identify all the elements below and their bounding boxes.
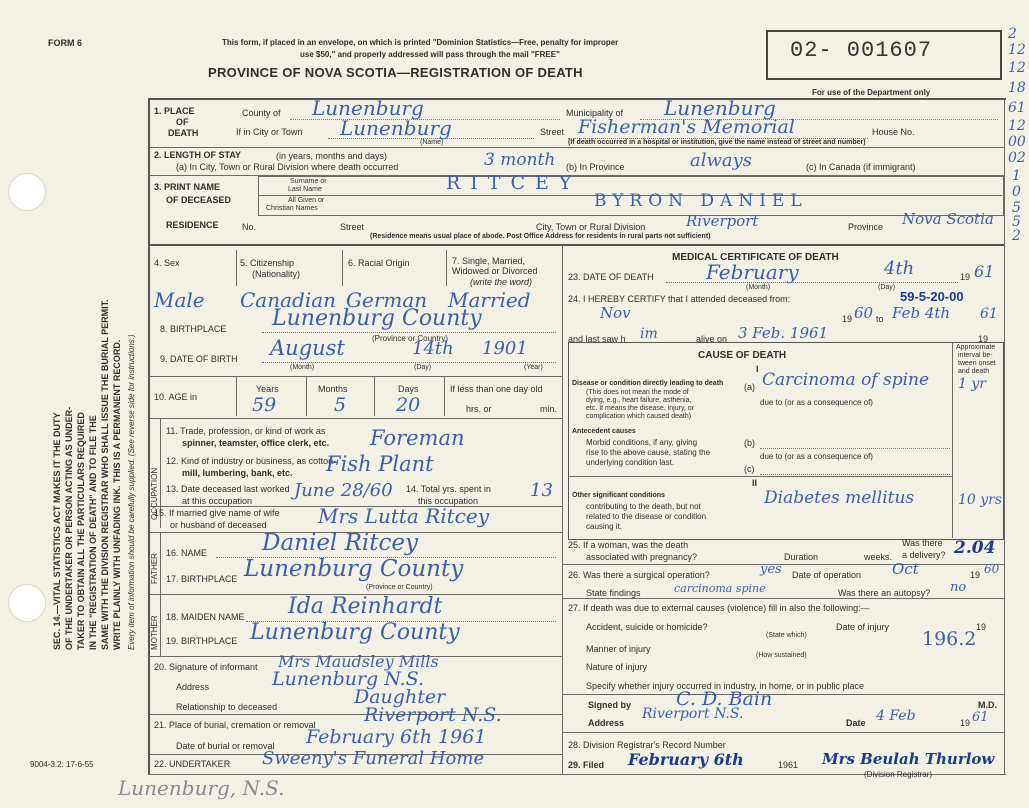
years-spent-value: 13 <box>530 480 553 501</box>
margin-code-2: 12 <box>1008 42 1026 58</box>
age-bottom <box>148 418 562 419</box>
dod-year-prefix: 19 <box>960 272 971 282</box>
residence-city-label: City, Town or Rural Division <box>536 222 646 232</box>
spouse-value: Mrs Lutta Ritcey <box>318 504 490 528</box>
other-interval: 10 yrs <box>958 492 1003 508</box>
surname-value: RITCEY <box>446 172 582 194</box>
q26-bottom <box>562 598 1004 599</box>
state-which: (State which) <box>766 632 807 639</box>
last-worked-label-1: 13. Date deceased last worked <box>166 484 290 494</box>
cell-divider-2 <box>342 250 343 286</box>
interval-label-1: Approximate <box>956 344 996 351</box>
interval-divider <box>952 342 953 538</box>
residence-label: RESIDENCE <box>166 220 219 230</box>
certify-code: 59-5-20-00 <box>900 289 964 304</box>
cause-a-interval: 1 yr <box>958 376 986 392</box>
q25-bottom <box>562 564 1004 565</box>
attended-to-year: 61 <box>980 306 998 322</box>
cause-c-label: (c) <box>744 464 755 474</box>
city-label: If in City or Town <box>236 127 303 137</box>
dob-year-caption: (Year) <box>524 364 543 371</box>
burial-place-value: Riverport N.S. <box>364 704 502 726</box>
margin-code-12: 5 <box>1012 214 1021 230</box>
registration-number: 02- 001607 <box>790 38 933 63</box>
med-address-value: Riverport N.S. <box>642 706 744 722</box>
cause-a-label: (a) <box>744 382 755 392</box>
sex-value: Male <box>154 288 205 312</box>
direct-label-3: dying, e.g., heart failure, asthenia, <box>586 397 692 404</box>
dob-day-caption: (Day) <box>414 364 432 371</box>
informant-address-label: Address <box>176 682 210 692</box>
age-note: If less than one day old <box>450 384 543 394</box>
dob-year: 1901 <box>482 338 528 359</box>
city-value: Lunenburg <box>340 116 452 140</box>
informant-address-value: Lunenburg N.S. <box>272 668 425 690</box>
mother-side-label: MOTHER <box>150 615 159 650</box>
alive-label: alive on <box>696 334 728 344</box>
age-years: 59 <box>252 394 277 416</box>
med-date-year: 19 <box>960 718 971 728</box>
mother-bp-value: Lunenburg County <box>250 620 460 645</box>
dob-month: August <box>270 336 345 360</box>
punch-hole-bottom <box>8 584 46 622</box>
margin-code-5: 61 <box>1008 100 1026 116</box>
residence-no-label: No. <box>242 222 257 232</box>
margin-code-1: 2 <box>1008 26 1017 42</box>
dod-month-caption: (Month) <box>746 284 771 291</box>
signed-value: C. D. Bain <box>676 688 773 710</box>
side-note-line-2: OF THE UNDERTAKER OR PERSON ACTING AS UNDER- <box>64 406 74 650</box>
mother-name-value: Ida Reinhardt <box>288 594 443 619</box>
min-label: min. <box>540 404 558 414</box>
side-note-line-7: Every item of information should be carefully supplied. (See reverse side for instructions.) <box>127 334 136 650</box>
stay-a-value: 3 month <box>484 150 556 170</box>
attended-year-prefix: 19 <box>842 314 853 324</box>
duration-label: Duration <box>784 552 819 562</box>
dod-label: 23. DATE OF DEATH <box>568 272 654 282</box>
md-label: M.D. <box>978 700 997 710</box>
antecedent-label-2: Morbid conditions, if any, giving <box>586 438 698 447</box>
stay-a-label: (a) In City, Town or Rural Division where death occurred <box>176 162 399 172</box>
other-value: Diabetes mellitus <box>764 488 915 508</box>
certify-label: 24. I HEREBY CERTIFY that I attended deceased from: <box>568 294 791 304</box>
part-2-divider <box>568 476 952 477</box>
residence-city-value: Riverport <box>686 212 759 230</box>
surname-label-1: Surname or <box>290 178 327 185</box>
bottom-note: Lunenburg, N.S. <box>118 776 285 800</box>
stay-c-label: (c) In Canada (if immigrant) <box>806 162 916 172</box>
undertaker-value: Sweeny's Funeral Home <box>262 748 485 769</box>
dod-month: February <box>706 260 799 284</box>
age-divider-3 <box>374 376 375 416</box>
autopsy-label: Was there an autopsy? <box>838 588 931 598</box>
county-label: County of <box>242 108 281 118</box>
punch-hole-top <box>8 173 46 211</box>
cell-divider-1 <box>236 250 237 286</box>
trade-label-1: 11. Trade, profession, or kind of work as <box>166 426 326 436</box>
industry-label-2: mill, lumbering, bank, etc. <box>182 468 293 478</box>
age-label: 10. AGE in <box>154 392 198 402</box>
residence-province-label: Province <box>848 222 884 232</box>
father-side-label: FATHER <box>150 553 159 584</box>
father-bp-value: Lunenburg County <box>244 556 464 582</box>
last-worked-value: June 28/60 <box>294 480 393 501</box>
age-divider <box>148 376 562 377</box>
place-label-1: 1. PLACE <box>154 106 195 116</box>
surname-label-2: Last Name <box>288 186 322 193</box>
given-value: BYRON DANIEL <box>594 191 808 211</box>
attended-from: Nov <box>600 304 631 322</box>
father-bar <box>160 532 161 594</box>
age-divider-2 <box>306 376 307 416</box>
stay-units: (in years, months and days) <box>276 151 388 161</box>
alive-year-prefix: 19 <box>978 334 989 344</box>
specify-label: Specify whether injury occurred in industry, in home, or in public place <box>586 681 864 691</box>
place-label-2: OF <box>176 117 189 127</box>
margin-code-4: 18 <box>1008 80 1026 96</box>
record-label: 28. Division Registrar's Record Number <box>568 740 726 750</box>
municipality-value: Lunenburg <box>664 96 776 120</box>
part-2: II <box>752 478 758 488</box>
mother-bp-label: 19. BIRTHPLACE <box>166 636 238 646</box>
age-divider-4 <box>444 376 445 416</box>
attended-to-label: to <box>876 314 884 324</box>
antecedent-label-3: rise to the above cause, stating the <box>586 448 711 457</box>
date-op-value: Oct <box>892 560 919 578</box>
father-name-value: Daniel Ritcey <box>262 530 419 556</box>
spouse-label-1: 15. If married give name of wife <box>154 508 280 518</box>
hrs-label: hrs. or <box>466 404 492 414</box>
surgical-value: yes <box>760 562 782 577</box>
marital-value: Married <box>448 288 531 312</box>
house-label: House No. <box>872 127 915 137</box>
street-label: Street <box>540 127 565 137</box>
margin-code-8: 02 <box>1008 150 1026 166</box>
margin-code-6: 12 <box>1008 118 1026 134</box>
age-months: 5 <box>334 394 347 416</box>
side-note-line-3: TAKER TO OBTAIN ALL THE PARTICULARS REQUIRED <box>76 412 86 650</box>
interval-label-3: tween onset <box>958 360 996 367</box>
surgical-label: 26. Was there a surgical operation? <box>568 570 710 580</box>
last-worked-label-2: at this occupation <box>182 496 253 506</box>
side-note-line-1: SEC. 14.—VITAL STATISTICS ACT MAKES IT THE DUTY <box>52 412 62 650</box>
hospital-note: (If death occurred in a hospital or institution, give the name instead of street and number) <box>568 139 866 146</box>
direct-label-5: complication which caused death) <box>586 413 692 420</box>
cause-b-label: (b) <box>744 438 755 448</box>
name-label-2: OF DECEASED <box>166 195 232 205</box>
trade-value: Foreman <box>370 426 465 450</box>
years-spent-label-1: 14. Total yrs. spent in <box>406 484 491 494</box>
med-address-label: Address <box>588 718 625 728</box>
father-bp-caption: (Province or Country) <box>366 584 433 591</box>
burial-date-label: Date of burial or removal <box>176 741 275 751</box>
residence-street-label: Street <box>340 222 365 232</box>
citizenship-label: 5. Citizenship <box>240 258 295 268</box>
other-label-3: related to the disease or condition <box>586 512 707 521</box>
medical-title: MEDICAL CERTIFICATE OF DEATH <box>672 252 839 263</box>
dob-month-caption: (Month) <box>290 364 315 371</box>
attended-year-suffix: 60 <box>854 304 874 322</box>
mother-name-label: 18. MAIDEN NAME <box>166 612 245 622</box>
department-use-label: For use of the Department only <box>812 88 931 97</box>
spouse-label-2: or husband of deceased <box>170 520 267 530</box>
stay-label: 2. LENGTH OF STAY <box>154 150 242 160</box>
external-label: 27. If death was due to external causes (violence) fill in also the following:— <box>568 603 870 613</box>
form-number: FORM 6 <box>48 38 83 48</box>
frame-right <box>1004 98 1005 774</box>
med-date-year-value: 61 <box>972 710 989 725</box>
dod-line <box>666 282 958 283</box>
dob-day: 14th <box>412 338 454 359</box>
date-op-year: 19 <box>970 570 981 580</box>
alive-value: 3 Feb. 1961 <box>738 324 829 342</box>
med-date-label: Date <box>846 718 866 728</box>
dod-day: 4th <box>884 258 915 279</box>
envelope-notice-2: use $50," and properly addressed will pass through the mail "FREE" <box>300 50 560 59</box>
informant-sig-label: 20. Signature of informant <box>154 662 258 672</box>
age-divider-1 <box>236 376 237 416</box>
racial-label: 6. Racial Origin <box>348 258 410 268</box>
street-value: Fisherman's Memorial <box>578 116 795 138</box>
father-bp-label: 17. BIRTHPLACE <box>166 574 238 584</box>
interval-label-4: and death <box>958 368 990 375</box>
manner-label: Manner of injury <box>586 644 651 654</box>
frame-left <box>148 98 150 774</box>
relationship-value: Daughter <box>354 686 446 708</box>
birthplace-label: 8. BIRTHPLACE <box>160 324 227 334</box>
due-to-1: due to (or as a consequence of) <box>760 398 873 407</box>
other-label-4: causing it. <box>586 522 623 531</box>
stay-b-label: (b) In Province <box>566 162 625 172</box>
divider-3 <box>148 244 1004 246</box>
delivery-label-1: Was there <box>902 538 943 548</box>
antecedent-label-1: Antecedent causes <box>572 428 636 435</box>
side-note-line-5: SAME WITH THE DIVISION REGISTRAR WHO SHALL ISSUE THE BURIAL PERMIT. <box>100 299 110 650</box>
delivery-label-2: a delivery? <box>902 550 946 560</box>
registrar-signature: Mrs Beulah Thurlow <box>822 750 995 768</box>
citizenship-sub: (Nationality) <box>252 269 301 279</box>
marital-label-1: 7. Single, Married, <box>452 256 526 266</box>
sex-label: 4. Sex <box>154 258 180 268</box>
last-saw-label: and last saw h <box>568 334 626 344</box>
racial-value: German <box>346 288 428 312</box>
given-label-2: Christian Names <box>266 205 318 212</box>
other-label-1: Other significant conditions <box>572 492 665 499</box>
margin-code-7: 00 <box>1008 134 1026 150</box>
cause-title: CAUSE OF DEATH <box>698 350 787 361</box>
signed-label: Signed by <box>588 700 632 710</box>
cause-b-line <box>760 448 950 449</box>
interval-label-2: interval be- <box>958 352 993 359</box>
side-note-line-4: IN THE "REGISTRATION OF DEATH" AND TO FILE THE <box>88 415 98 650</box>
cell-divider-3 <box>446 250 447 286</box>
birthplace-line <box>262 332 556 333</box>
burial-place-label: 21. Place of burial, cremation or removal <box>154 720 316 730</box>
q27-bottom <box>562 694 1004 695</box>
name-caption: (Name) <box>420 139 444 146</box>
direct-label-2: (This does not mean the mode of <box>586 389 689 396</box>
relationship-label: Relationship to deceased <box>176 702 278 712</box>
filed-year: 1961 <box>778 760 799 770</box>
last-saw-value: im <box>640 326 658 342</box>
delivery-mark: 2.04 <box>954 538 996 558</box>
residence-province-value: Nova Scotia <box>902 210 994 228</box>
father-name-label: 16. NAME <box>166 548 208 558</box>
woman-label-2: associated with pregnancy? <box>586 552 698 562</box>
residence-note: (Residence means usual place of abode. Post Office Address for residents in rural parts not sufficient) <box>370 233 711 240</box>
antecedent-label-4: underlying condition last. <box>586 458 675 467</box>
signature-bottom <box>562 732 1004 733</box>
informant-sig-value: Mrs Maudsley Mills <box>278 652 439 671</box>
date-op-year-value: 60 <box>984 562 1000 576</box>
occupation-side-label: OCCUPATION <box>150 467 159 520</box>
registrar-caption: (Division Registrar) <box>864 770 933 779</box>
attended-to: Feb 4th <box>892 304 951 322</box>
burial-date-value: February 6th 1961 <box>306 726 487 748</box>
dob-line <box>262 362 556 363</box>
woman-label-1: 25. If a woman, was the death <box>568 540 689 550</box>
manner-code: 196.2 <box>922 628 977 650</box>
document-title: PROVINCE OF NOVA SCOTIA—REGISTRATION OF DEATH <box>208 65 583 80</box>
birthplace-caption: (Province or Country) <box>372 334 449 343</box>
direct-label-1: Disease or condition directly leading to death <box>572 380 724 387</box>
findings-value: carcinoma spine <box>674 582 766 595</box>
given-label-1: All Given or <box>288 197 325 204</box>
undertaker-label: 22. UNDERTAKER <box>154 759 231 769</box>
municipality-label: Municipality of <box>566 108 624 118</box>
divider-1 <box>148 147 1004 148</box>
years-spent-label-2: this occupation <box>418 496 479 506</box>
date-injury-label: Date of injury <box>836 622 890 632</box>
dob-label: 9. DATE OF BIRTH <box>160 354 238 364</box>
margin-code-13: 2 <box>1012 228 1021 244</box>
margin-code-9: 1 <box>1012 168 1021 184</box>
direct-label-4: etc. It means the disease, injury, or <box>586 405 695 412</box>
part-1: I <box>756 364 759 374</box>
trade-label-2: spinner, teamster, office clerk, etc. <box>182 438 330 448</box>
county-value: Lunenburg <box>312 96 424 120</box>
side-note-line-6: WRITE PLAINLY WITH UNFADING INK. THIS IS A PERMANENT RECORD. <box>112 339 122 650</box>
name-label-1: 3. PRINT NAME <box>154 182 221 192</box>
stay-b-value: always <box>690 150 753 171</box>
margin-code-11: 5 <box>1012 200 1021 216</box>
due-to-2: due to (or as a consequence of) <box>760 452 873 461</box>
birthplace-value: Lunenburg County <box>272 306 482 331</box>
industry-value: Fish Plant <box>326 452 434 476</box>
frame-top <box>148 98 1006 100</box>
dod-year: 61 <box>974 262 995 281</box>
accident-label: Accident, suicide or homicide? <box>586 622 708 632</box>
filed-label: 29. Filed <box>568 760 605 770</box>
place-label-3: DEATH <box>168 128 199 138</box>
years-label: Years <box>256 384 279 394</box>
date-op-label: Date of operation <box>792 570 862 580</box>
margin-code-10: 0 <box>1012 184 1021 200</box>
form-code: 9004-3.2: 17-6-55 <box>30 760 94 769</box>
margin-code-3: 12 <box>1008 60 1026 76</box>
other-label-2: contributing to the death, but not <box>586 502 701 511</box>
months-label: Months <box>318 384 348 394</box>
dod-day-caption: (Day) <box>878 284 896 291</box>
mother-bar <box>160 594 161 656</box>
envelope-notice-1: This form, if placed in an envelope, on which is printed "Dominion Statistics—Free, penalty for improper <box>222 38 619 47</box>
filed-value: February 6th <box>628 750 744 769</box>
weeks-label: weeks. <box>864 552 893 562</box>
cause-c-line <box>760 474 950 475</box>
how-sustained: (How sustained) <box>756 652 807 659</box>
findings-label: State findings <box>586 588 641 598</box>
industry-label-1: 12. Kind of industry or business, as cotton- <box>166 456 337 466</box>
cause-a-value: Carcinoma of spine <box>762 370 930 390</box>
marital-label-2: Widowed or Divorced <box>452 266 538 276</box>
days-label: Days <box>398 384 419 394</box>
med-date-value: 4 Feb <box>876 708 916 724</box>
marital-label-3: (write the word) <box>470 277 533 287</box>
age-days: 20 <box>396 394 421 416</box>
citizenship-value: Canadian <box>240 288 337 312</box>
autopsy-value: no <box>950 580 967 595</box>
date-injury-year: 19 <box>976 622 987 632</box>
nature-label: Nature of injury <box>586 662 648 672</box>
